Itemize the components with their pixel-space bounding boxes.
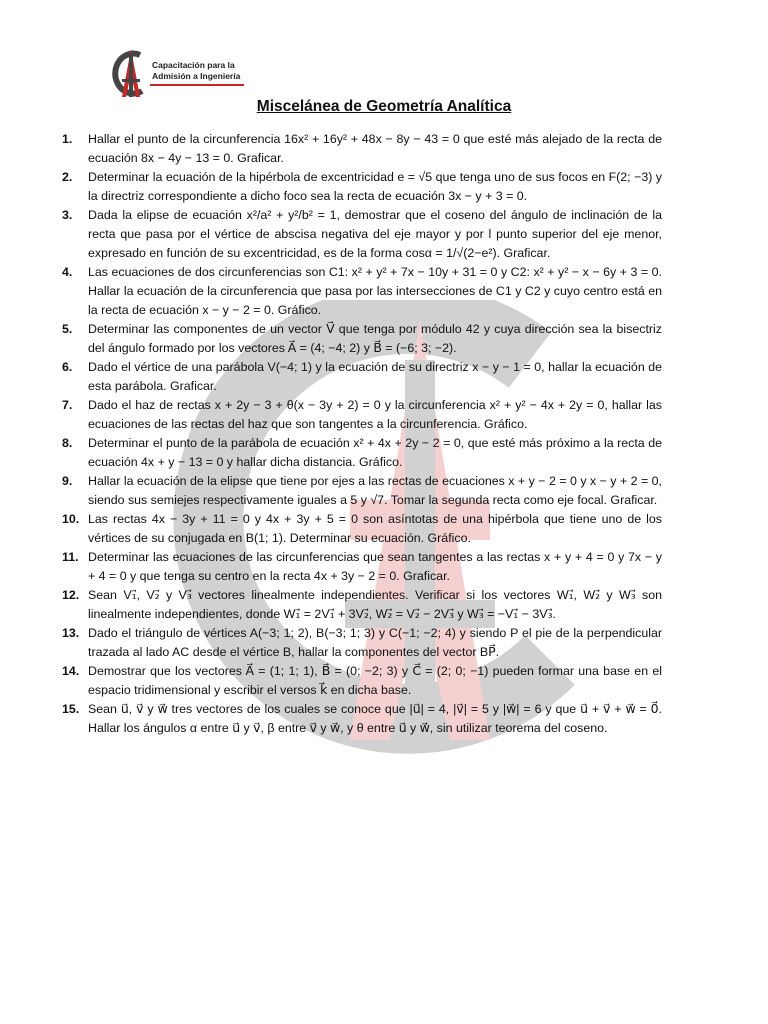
problem-item-5 xyxy=(56,320,662,358)
problem-number: 7. xyxy=(62,398,73,412)
problem-item-13 xyxy=(56,624,662,662)
problem-item-1 xyxy=(56,130,662,168)
problem-text: Sean u⃗, v⃗ y w⃗ tres vectores de los cuales se conoce que |u⃗| = 4, |v⃗| = 5 y |w⃗| = 6 y que u⃗ + v⃗ + w⃗ = 0⃗. Hallar los ángulos α entre u⃗ y v⃗, β entre v⃗ y w⃗, y θ entre u⃗ y w⃗, sin utilizar teorema del coseno. xyxy=(88,702,662,735)
problem-item-11 xyxy=(56,548,662,586)
problem-text: Hallar la ecuación de la elipse que tiene por ejes a las rectas de ecuaciones x + y − 2 = 0 y x − y + 2 = 0, siendo sus semiejes respectivamente iguales a 5 y √7. Tomar la segunda recta como eje focal. Graficar. xyxy=(88,474,662,507)
cai-logo-icon xyxy=(108,45,150,101)
problem-text: Demostrar que los vectores A⃗ = (1; 1; 1), B⃗ = (0; −2; 3) y C⃗ = (2; 0; −1) pueden formar una base en el espacio tridimensional y escribir el versos k⃗ en dicha base. xyxy=(88,664,662,697)
problem-number: 5. xyxy=(62,322,73,336)
problem-item-8 xyxy=(56,434,662,472)
problem-number: 6. xyxy=(62,360,73,374)
problem-text: Determinar el punto de la parábola de ecuación x² + 4x + 2y − 2 = 0, que esté más próximo a la recta de ecuación 4x + y − 13 = 0 y hallar dicha distancia. Gráfico. xyxy=(88,436,662,469)
logo-line-2: Admisión a Ingeniería xyxy=(152,71,241,81)
page-title: Miscelánea de Geometría Analítica xyxy=(256,98,512,115)
problem-number: 13. xyxy=(62,626,80,640)
problem-list xyxy=(56,130,662,738)
problem-item-10 xyxy=(56,510,662,548)
problem-number: 9. xyxy=(62,474,73,488)
problem-number: 4. xyxy=(62,265,73,279)
problem-item-9 xyxy=(56,472,662,510)
problem-text: Dado el vértice de una parábola V(−4; 1) y la ecuación de su directriz x − y − 1 = 0, hallar la ecuación de esta parábola. Graficar. xyxy=(88,360,662,393)
problem-number: 10. xyxy=(62,512,80,526)
problem-text: Determinar la ecuación de la hipérbola de excentricidad e = √5 que tenga uno de sus focos en F(2; −3) y la directriz correspondiente a dicho foco sea la recta de ecuación 3x − y + 3 = 0. xyxy=(88,170,662,203)
problem-number: 2. xyxy=(62,170,73,184)
problem-text: Las ecuaciones de dos circunferencias son C1: x² + y² + 7x − 10y + 31 = 0 y C2: x² + y² − x − 6y + 3 = 0. Hallar la ecuación de la circunferencia que pasa por las intersecciones de C1 y C2 y cuyo centro está en la recta de ecuación x − y − 2 = 0. Gráfico. xyxy=(88,265,662,317)
problem-number: 3. xyxy=(62,208,73,222)
brand-logo xyxy=(108,44,248,102)
problem-number: 14. xyxy=(62,664,80,678)
problem-text: Determinar las componentes de un vector V⃗ que tenga por módulo 42 y cuya dirección sea la bisectriz del ángulo formado por los vectores A⃗ = (4; −4; 2) y B⃗ = (−6; 3; −2). xyxy=(88,322,662,355)
problem-text: Dado el haz de rectas x + 2y − 3 + θ(x − 3y + 2) = 0 y la circunferencia x² + y² − 4x + 2y = 0, hallar las ecuaciones de las rectas del haz que son tangentes a la circunferencia. Gráfico. xyxy=(88,398,662,431)
logo-underline xyxy=(150,84,244,86)
problem-text: Sean V₁⃗, V₂⃗ y V₃⃗ vectores linealmente independientes. Verificar si los vectores W₁⃗, W₂⃗ y W₃⃗ son linealmente independientes, donde W₁⃗ = 2V₁⃗ + 3V₂⃗, W₂⃗ = V₂⃗ − 2V₃⃗ y W₃⃗ = −V₁⃗ − 3V₃⃗. xyxy=(88,588,662,621)
problem-number: 1. xyxy=(62,132,73,146)
problem-item-15 xyxy=(56,700,662,738)
problem-item-3 xyxy=(56,206,662,263)
problem-text: Las rectas 4x − 3y + 11 = 0 y 4x + 3y + 5 = 0 son asíntotas de una hipérbola que tiene uno de los vértices de su conjugada en B(1; 1). Determinar su ecuación. Gráfico. xyxy=(88,512,662,545)
logo-line-1: Capacitación para la xyxy=(152,60,235,70)
problem-item-14 xyxy=(56,662,662,700)
problem-item-6 xyxy=(56,358,662,396)
problem-item-12 xyxy=(56,586,662,624)
problem-number: 8. xyxy=(62,436,73,450)
problem-text: Determinar las ecuaciones de las circunferencias que sean tangentes a las rectas x + y + 4 = 0 y 7x − y + 4 = 0 y que tenga su centro en la recta 4x + 3y − 2 = 0. Graficar. xyxy=(88,550,662,583)
problem-text: Dada la elipse de ecuación x²/a² + y²/b² = 1, demostrar que el coseno del ángulo de inclinación de la recta que pasa por el vértice de abscisa negativa del eje mayor y por l punto superior del eje menor, expresado en función de su excentricidad, es de la forma cosα = 1/√(2−e²). Graficar. xyxy=(88,208,662,260)
problem-text: Hallar el punto de la circunferencia 16x² + 16y² + 48x − 8y − 43 = 0 que esté más alejado de la recta de ecuación 8x − 4y − 13 = 0. Graficar. xyxy=(88,132,662,165)
problem-number: 11. xyxy=(62,550,79,564)
problem-number: 12. xyxy=(62,588,80,602)
problem-item-7 xyxy=(56,396,662,434)
problem-item-2 xyxy=(56,168,662,206)
problem-item-4 xyxy=(56,263,662,320)
problem-number: 15. xyxy=(62,702,80,716)
problem-text: Dado el triángulo de vértices A(−3; 1; 2), B(−3; 1; 3) y C(−1; −2; 4) y siendo P el pie de la perpendicular trazada al lado AC desde el vértice B, hallar la componentes del vector BP⃗. xyxy=(88,626,662,659)
